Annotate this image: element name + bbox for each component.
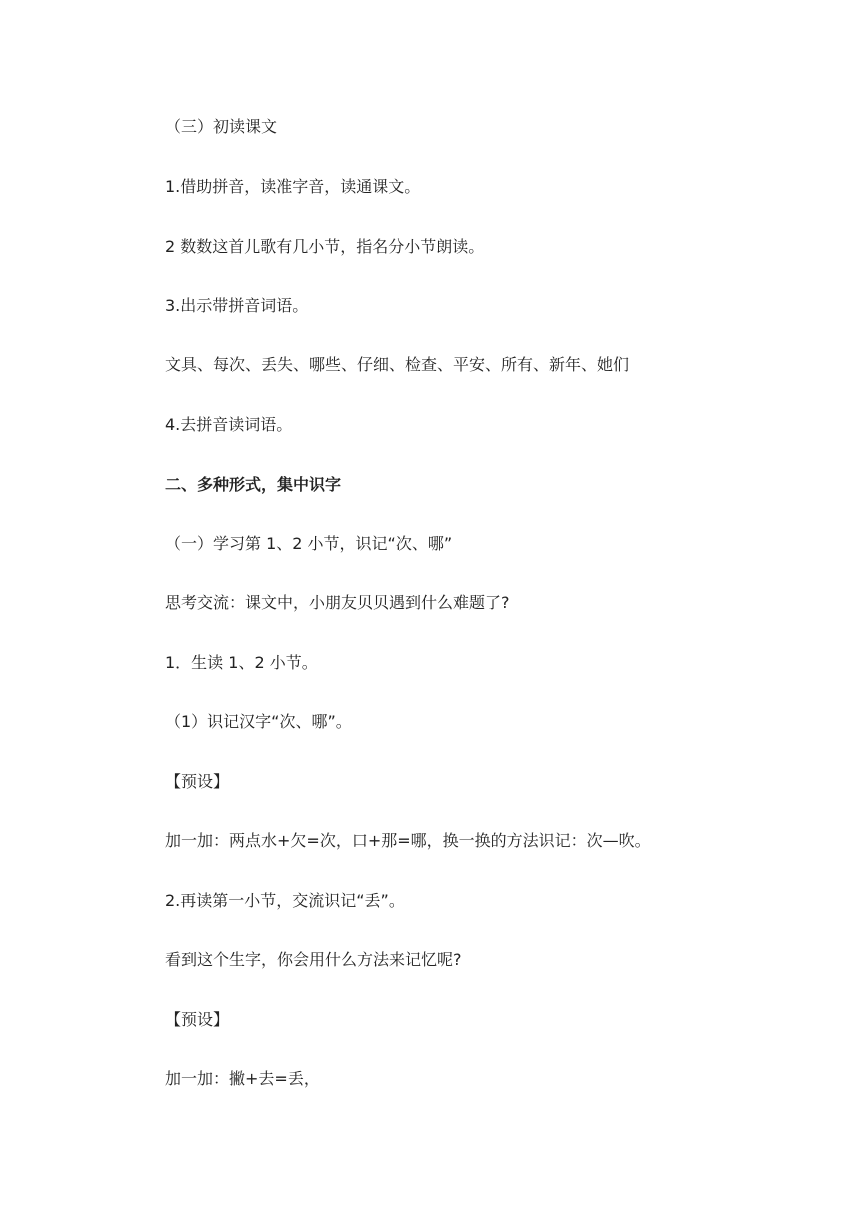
section-heading-first-reading: （三）初读课文	[165, 117, 278, 136]
paragraph-memory-question: 看到这个生字，你会用什么方法来记忆呢?	[165, 950, 462, 969]
paragraph-discussion-question: 思考交流：课文中，小朋友贝贝遇到什么难题了?	[165, 593, 510, 612]
paragraph-step-3: 3.出示带拼音词语。	[165, 296, 309, 315]
paragraph-step-4: 4.去拼音读词语。	[165, 415, 293, 434]
subsection-heading-stanzas: （一）学习第 1、2 小节，识记“次、哪”	[165, 534, 453, 553]
paragraph-recognize-characters: （1）识记汉字“次、哪”。	[165, 712, 352, 731]
section-heading-literacy: 二、多种形式，集中识字	[165, 475, 342, 494]
paragraph-add-method-2: 加一加：撇+去=丢，	[165, 1069, 320, 1088]
paragraph-preset-label-2: 【预设】	[165, 1010, 230, 1029]
paragraph-preset-label-1: 【预设】	[165, 772, 230, 791]
paragraph-word-list: 文具、每次、丢失、哪些、仔细、检查、平安、所有、新年、她们	[165, 355, 630, 374]
paragraph-read-stanzas: 1．生读 1、2 小节。	[165, 653, 318, 672]
paragraph-add-method-1: 加一加：两点水+欠=次，口+那=哪，换一换的方法识记：次—吹。	[165, 831, 651, 850]
paragraph-step-1: 1.借助拼音，读准字音，读通课文。	[165, 177, 421, 196]
paragraph-reread-stanza: 2.再读第一小节，交流识记“丢”。	[165, 891, 405, 910]
paragraph-step-2: 2 数数这首儿歌有几小节，指名分小节朗读。	[165, 237, 485, 256]
